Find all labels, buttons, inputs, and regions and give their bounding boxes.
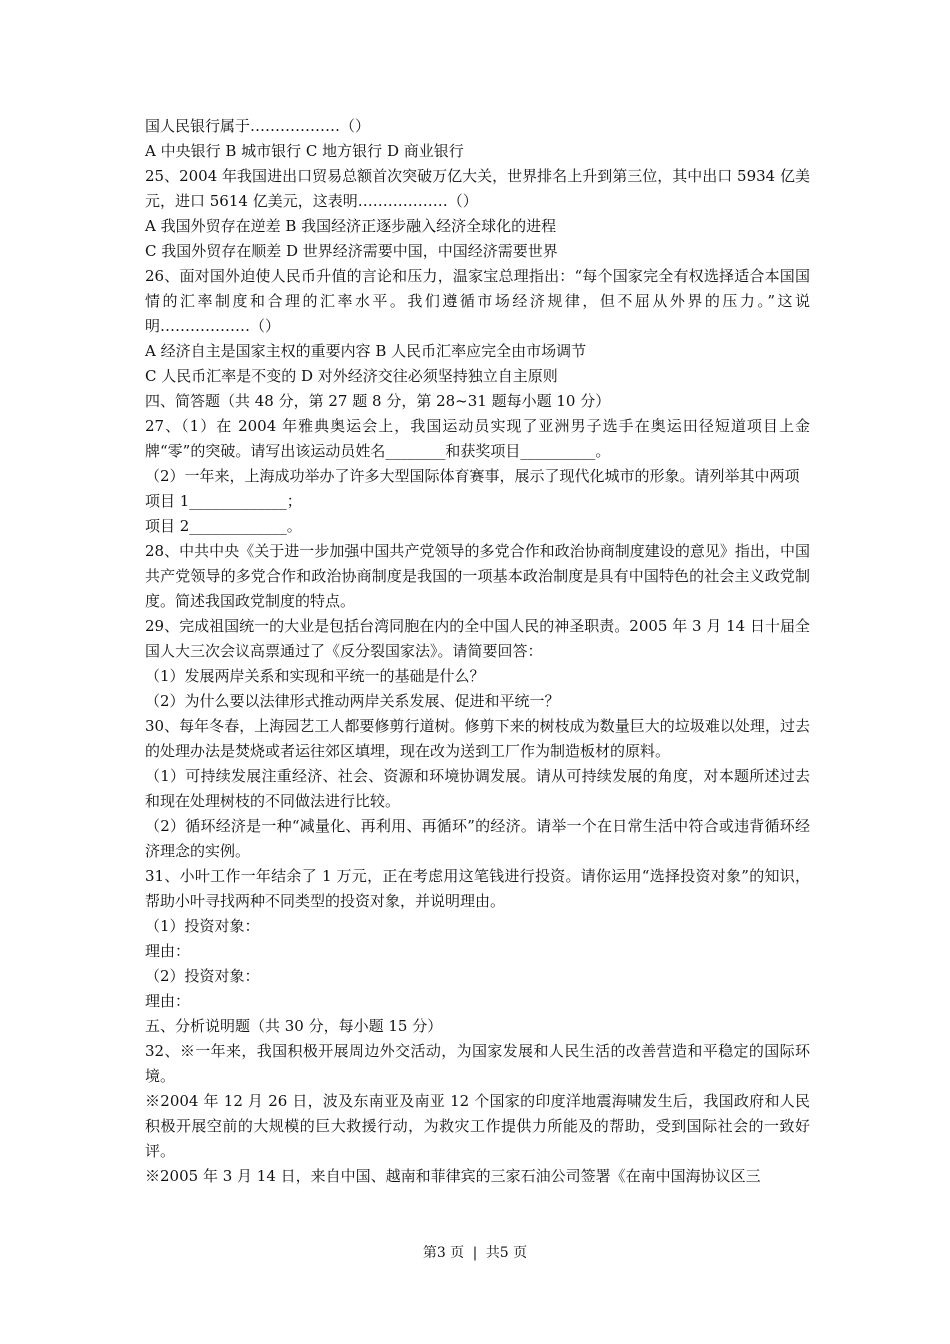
question-27-item1: 项目 1_____________； <box>145 492 302 510</box>
document-body <box>145 114 810 1189</box>
question-31-reason2: 理由： <box>145 992 191 1010</box>
question-27-part2: （2）一年来，上海成功举办了许多大型国际体育赛事，展示了现代化城市的形象。请列举其中两项 <box>145 467 800 485</box>
question-32-item1: 32、※一年来，我国积极开展周边外交活动，为国家发展和人民生活的改善营造和平稳定的国际环境。 <box>145 1042 810 1085</box>
question-29: 29、完成祖国统一的大业是包括台湾同胞在内的全中国人民的神圣职责。2005 年 3 月 14 日十届全国人大三次会议高票通过了《反分裂国家法》。请简要回答： <box>145 617 810 660</box>
question-26-options-ab: A 经济自主是国家主权的重要内容 B 人民币汇率应完全由市场调节 <box>145 342 587 360</box>
question-25: 25、2004 年我国进出口贸易总额首次突破万亿大关，世界排名上升到第三位，其中出口 5934 亿美元，进口 5614 亿美元，这表明………………（） <box>145 167 810 210</box>
line-2: A 中央银行 B 城市银行 C 地方银行 D 商业银行 <box>145 142 464 160</box>
question-29-part1: （1）发展两岸关系和实现和平统一的基础是什么？ <box>145 667 485 685</box>
question-29-part2: （2）为什么要以法律形式推动两岸关系发展、促进和平统一？ <box>145 692 560 710</box>
question-26-options-cd: C 人民币汇率是不变的 D 对外经济交往必须坚持独立自主原则 <box>145 367 558 385</box>
question-27-item2: 项目 2_____________。 <box>145 517 302 535</box>
footer-separator: | <box>472 1245 478 1261</box>
line-1: 国人民银行属于………………（） <box>145 117 371 135</box>
question-31: 31、小叶工作一年结余了 1 万元，正在考虑用这笔钱进行投资。请你运用“选择投资对象”的知识，帮助小叶寻找两种不同类型的投资对象，并说明理由。 <box>145 867 810 910</box>
question-31-reason1: 理由： <box>145 942 191 960</box>
question-25-options-ab: A 我国外贸存在逆差 B 我国经济正逐步融入经济全球化的进程 <box>145 217 557 235</box>
question-31-target2: （2）投资对象： <box>145 967 260 985</box>
question-27-part1: 27、（1）在 2004 年雅典奥运会上，我国运动员实现了亚洲男子选手在奥运田径短道项目上金牌“零”的突破。请写出该运动员姓名________和获奖项目__________。 <box>145 417 810 460</box>
question-31-target1: （1）投资对象： <box>145 917 260 935</box>
question-26: 26、面对国外迫使人民币升值的言论和压力，温家宝总理指出：“每个国家完全有权选择适合本国国情的汇率制度和合理的汇率水平。我们遵循市场经济规律，但不屈从外界的压力。”这说明………………（） <box>145 267 810 335</box>
page-footer <box>0 1243 950 1263</box>
question-25-options-cd: C 我国外贸存在顺差 D 世界经济需要中国，中国经济需要世界 <box>145 242 558 260</box>
question-28: 28、中共中央《关于进一步加强中国共产党领导的多党合作和政治协商制度建设的意见》指出，中国共产党领导的多党合作和政治协商制度是我国的一项基本政治制度是具有中国特色的社会主义政党制度。简述我国政党制度的特点。 <box>145 542 810 610</box>
question-32-item3: ※2005 年 3 月 14 日，来自中国、越南和菲律宾的三家石油公司签署《在南中国海协议区三 <box>145 1167 761 1185</box>
section-5-heading: 五、分析说明题（共 30 分，每小题 15 分） <box>145 1017 443 1035</box>
question-30-part2: （2）循环经济是一种“减量化、再利用、再循环”的经济。请举一个在日常生活中符合或违背循环经济理念的实例。 <box>145 817 810 860</box>
page-total: 共5 页 <box>485 1245 528 1261</box>
section-4-heading: 四、简答题（共 48 分，第 27 题 8 分，第 28~31 题每小题 10 分） <box>145 392 611 410</box>
question-32-item2: ※2004 年 12 月 26 日，波及东南亚及南亚 12 个国家的印度洋地震海啸发生后，我国政府和人民积极开展空前的大规模的巨大救援行动，为救灾工作提供力所能及的帮助，受到国际社会的一致好评。 <box>145 1092 810 1160</box>
question-30: 30、每年冬春，上海园艺工人都要修剪行道树。修剪下来的树枝成为数量巨大的垃圾难以处理，过去的处理办法是焚烧或者运往郊区填埋，现在改为送到工厂作为制造板材的原料。 <box>145 717 810 760</box>
page-number: 第3 页 <box>422 1245 465 1261</box>
question-30-part1: （1）可持续发展注重经济、社会、资源和环境协调发展。请从可持续发展的角度，对本题所述过去和现在处理树枝的不同做法进行比较。 <box>145 767 810 810</box>
